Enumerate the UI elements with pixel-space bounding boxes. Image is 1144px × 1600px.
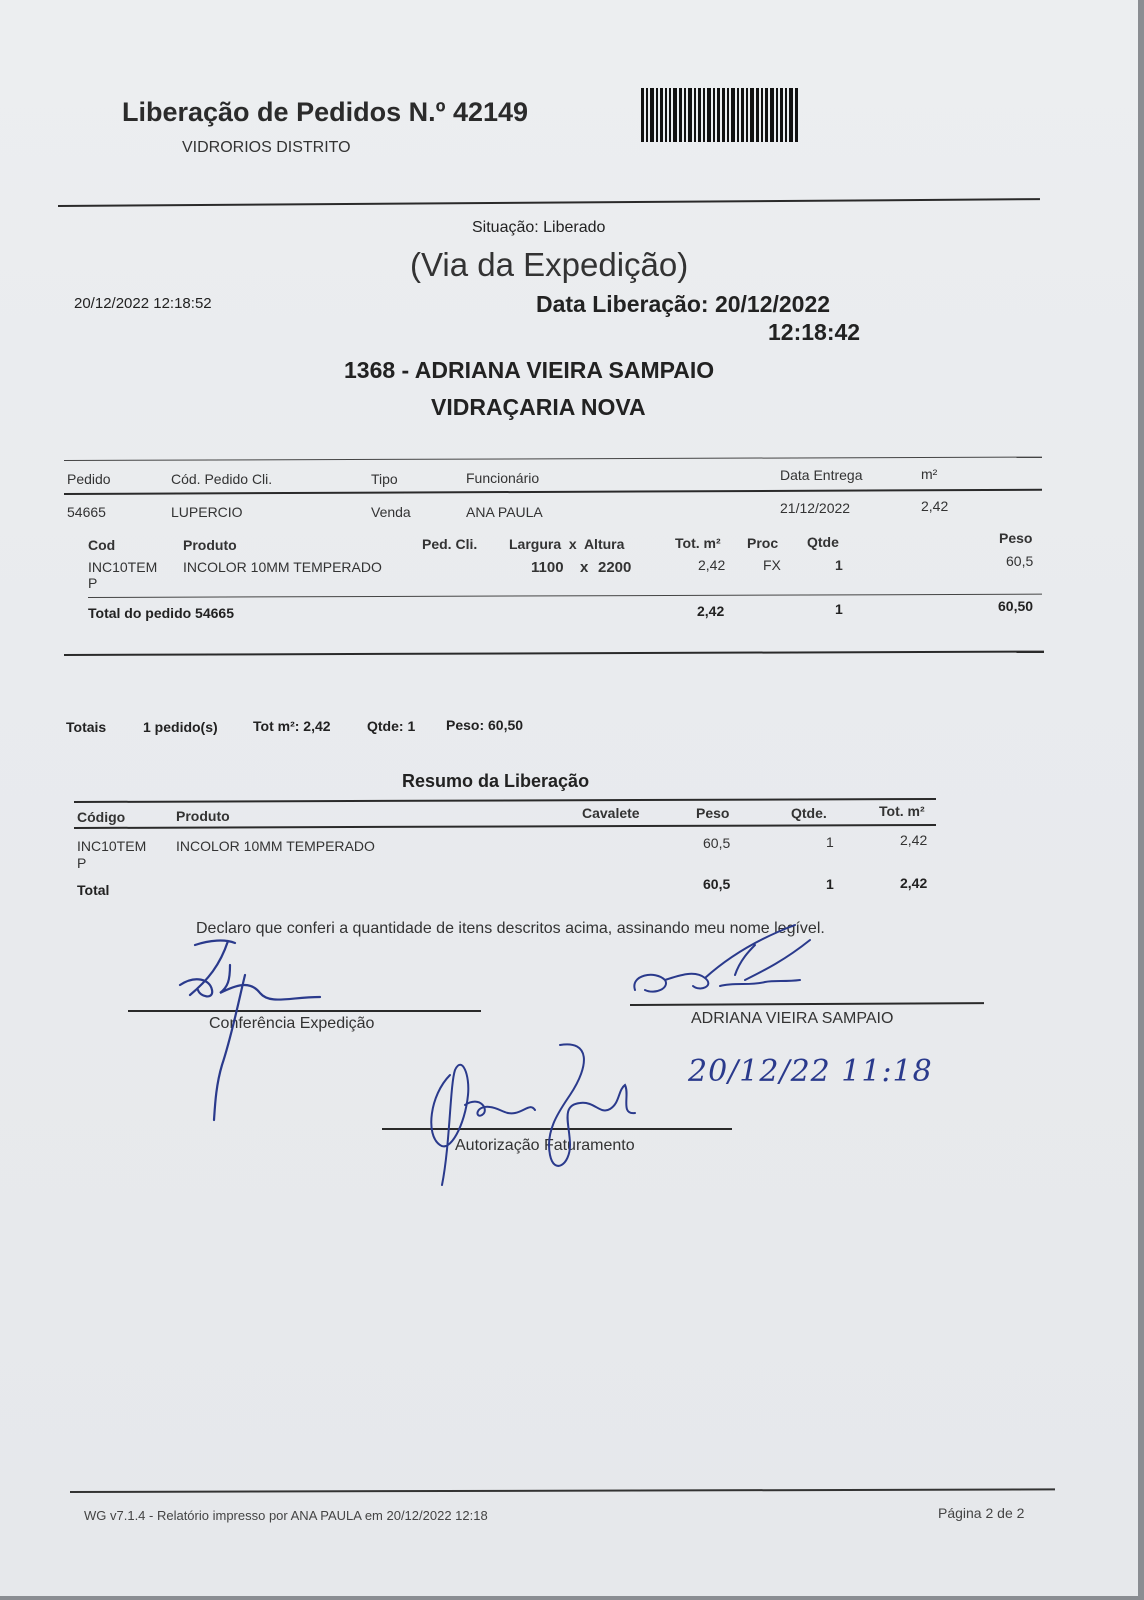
item-cod: INC10TEM [88, 559, 158, 575]
resumo-col-tot-m2: Tot. m² [879, 803, 925, 819]
order-data-entrega: 21/12/2022 [780, 500, 851, 516]
resumo-qtde: 1 [826, 834, 834, 850]
status-situacao: Situação: Liberado [472, 219, 606, 236]
item-col-tot-m2: Tot. m² [675, 535, 721, 551]
resumo-header-rule [74, 824, 936, 829]
col-pedido: Pedido [67, 471, 111, 487]
item-largura: 1100 [531, 559, 564, 576]
item-col-produto: Produto [183, 537, 237, 553]
header-divider [58, 198, 1040, 207]
totais-peso: Peso: 60,50 [446, 717, 524, 733]
item-produto: INCOLOR 10MM TEMPERADO [183, 559, 382, 575]
item-tot-m2: 2,42 [698, 557, 726, 573]
item-col-peso: Peso [999, 530, 1033, 546]
order-total-label: Total do pedido 54665 [88, 605, 234, 621]
order-total-peso: 60,50 [998, 598, 1034, 614]
resumo-total-m2: 2,42 [900, 875, 928, 891]
item-cod-cont: P [88, 575, 98, 591]
data-liberacao-time: 12:18:42 [768, 319, 861, 345]
item-col-cod: Cod [88, 537, 116, 553]
signature-cliente-drawing [625, 920, 835, 1020]
order-cod-pedido-cli: LUPERCIO [171, 504, 243, 520]
resumo-codigo: INC10TEM [77, 838, 147, 854]
order-total-m2: 2,42 [697, 603, 725, 619]
resumo-title: Resumo da Liberação [402, 771, 590, 791]
resumo-total-label: Total [77, 882, 110, 898]
col-m2: m² [921, 466, 938, 482]
resumo-top-rule [74, 798, 936, 803]
data-liberacao: Data Liberação: 20/12/2022 [536, 291, 831, 317]
resumo-peso: 60,5 [703, 835, 731, 851]
company-name: VIDRORIOS DISTRITO [182, 139, 351, 156]
totais-m2: Tot m²: 2,42 [253, 718, 331, 734]
document-title: Liberação de Pedidos N.º 42149 [122, 97, 529, 127]
resumo-col-codigo: Código [77, 809, 126, 825]
cliente-company: VIDRAÇARIA NOVA [431, 394, 646, 420]
order-table-bottom-rule [64, 651, 1044, 656]
signature-label-conferencia: Conferência Expedição [209, 1015, 375, 1032]
cliente-name: 1368 - ADRIANA VIEIRA SAMPAIO [344, 357, 715, 383]
signature-label-cliente: ADRIANA VIEIRA SAMPAIO [691, 1010, 894, 1027]
resumo-total-qtde: 1 [826, 876, 834, 892]
order-tipo: Venda [371, 504, 411, 520]
barcode-icon [641, 88, 800, 142]
resumo-total-peso: 60,5 [703, 876, 731, 892]
order-pedido: 54665 [67, 504, 106, 520]
order-funcionario: ANA PAULA [466, 504, 543, 520]
order-total-qtde: 1 [835, 601, 843, 617]
order-m2: 2,42 [921, 498, 949, 514]
resumo-col-cavalete: Cavalete [582, 805, 640, 821]
resumo-col-peso: Peso [696, 805, 730, 821]
resumo-col-produto: Produto [176, 808, 230, 824]
order-table-top-rule [64, 457, 1042, 461]
footer-printed-by: WG v7.1.4 - Relatório impresso por ANA PAULA em 20/12/2022 12:18 [84, 1508, 488, 1523]
resumo-tot-m2: 2,42 [900, 832, 928, 848]
item-altura: 2200 [598, 559, 632, 576]
col-cod-pedido-cli: Cód. Pedido Cli. [171, 471, 273, 487]
item-col-largura-altura: Largura x Altura [509, 536, 625, 552]
item-qtde: 1 [835, 557, 843, 573]
col-tipo: Tipo [371, 471, 398, 487]
item-col-proc: Proc [747, 535, 779, 551]
totais-label: Totais [66, 719, 107, 735]
item-col-ped-cli: Ped. Cli. [422, 536, 478, 552]
declaration-text: Declaro que conferi a quantidade de itens descritos acima, assinando meu nome legível. [196, 920, 825, 937]
resumo-codigo-cont: P [77, 855, 87, 871]
item-proc: FX [763, 557, 781, 573]
resumo-col-qtde: Qtde. [791, 805, 827, 821]
signature-autorizacao-drawing [420, 1035, 650, 1195]
signature-conferencia-drawing [170, 935, 340, 1135]
footer-rule [70, 1488, 1055, 1493]
totais-pedidos: 1 pedido(s) [143, 719, 218, 735]
resumo-produto: INCOLOR 10MM TEMPERADO [176, 838, 375, 854]
item-x: x [580, 559, 589, 576]
item-peso: 60,5 [1006, 553, 1034, 569]
printed-datetime: 20/12/2022 12:18:52 [74, 295, 212, 312]
col-funcionario: Funcionário [466, 470, 540, 486]
totais-qtde: Qtde: 1 [367, 718, 416, 734]
item-total-rule [88, 594, 1042, 598]
order-header-rule [64, 489, 1042, 495]
signature-label-autorizacao: Autorização Faturamento [455, 1137, 635, 1154]
footer-page-number: Página 2 de 2 [938, 1505, 1025, 1521]
item-col-qtde: Qtde [807, 534, 839, 550]
col-data-entrega: Data Entrega [780, 467, 863, 483]
handwritten-date: 20/12/22 11:18 [688, 1054, 933, 1089]
via-label: (Via da Expedição) [410, 246, 689, 283]
